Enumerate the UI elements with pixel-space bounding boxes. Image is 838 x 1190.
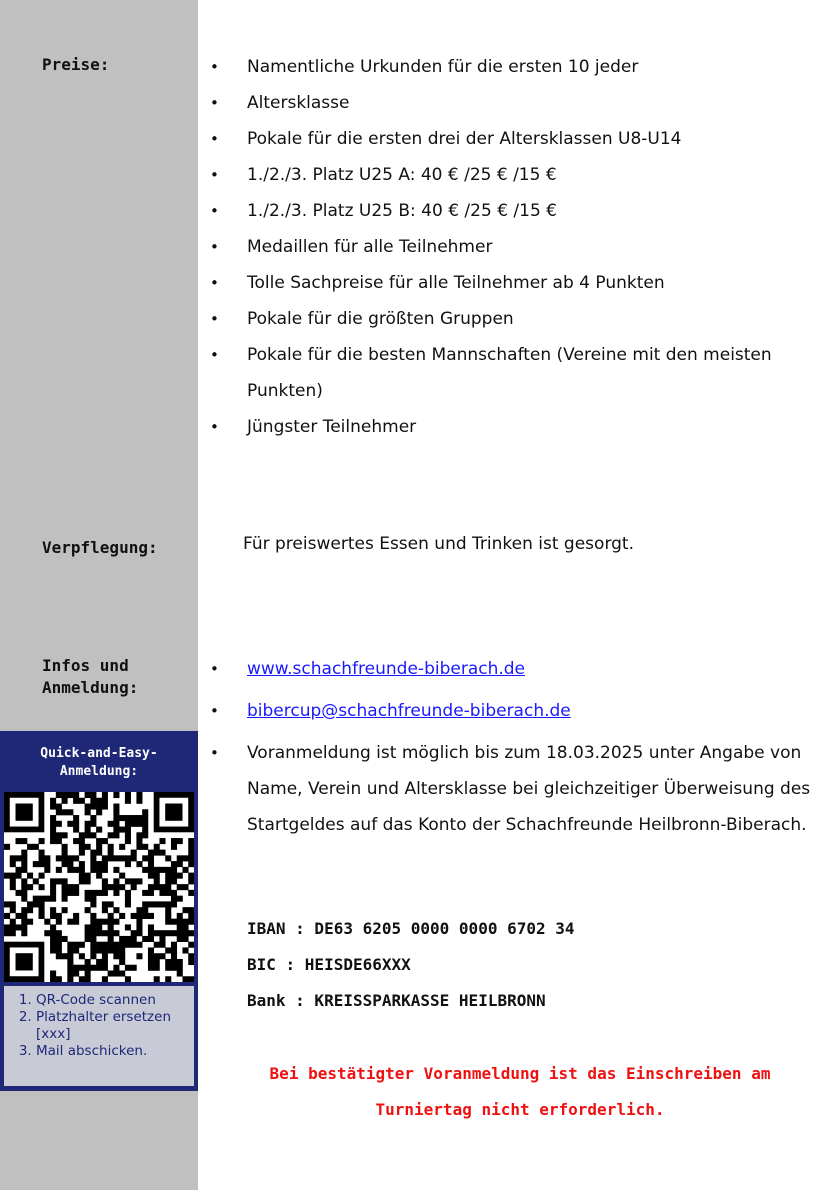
- infos-label: [42, 655, 138, 699]
- registration-item: • Voranmeldung ist möglich bis zum 18.03.2025 unter Angabe von Name, Verein und Altersklasse bei gleichzeitiger Überweisung des Startgeldes auf das Konto der Schachfreunde Heilbronn-Biberach.: [208, 735, 826, 843]
- list-item: • Pokale für die ersten drei der Altersklassen U8-U14: [208, 121, 826, 157]
- qr-title: [0, 745, 198, 781]
- qr-step: 1. QR-Code scannen: [36, 992, 194, 1009]
- verpflegung-label: Verpflegung:: [42, 538, 158, 557]
- qr-step: 2. Platzhalter ersetzen [xxx]: [36, 1009, 194, 1043]
- qr-code-icon[interactable]: [4, 792, 194, 982]
- list-item: • Pokale für die besten Mannschaften (Vereine mit den meisten Punkten): [208, 337, 826, 409]
- preise-list-container: [208, 49, 826, 445]
- registration-note: Bei bestätigter Voranmeldung ist das Einschreiben am Turniertag nicht erforderlich.: [269, 1064, 771, 1119]
- infos-label-line1: Infos und: [42, 656, 129, 675]
- bank-name: Bank : KREISSPARKASSE HEILBRONN: [247, 991, 546, 1010]
- website-item: [208, 651, 826, 687]
- list-item: • Tolle Sachpreise für alle Teilnehmer ab 4 Punkten: [208, 265, 826, 301]
- preise-label: Preise:: [42, 55, 110, 74]
- list-item: • Altersklasse: [208, 85, 826, 121]
- bank-iban: IBAN : DE63 6205 0000 0000 6702 34: [247, 919, 575, 938]
- qr-steps: [4, 986, 194, 1086]
- qr-code-graphic: [4, 792, 194, 982]
- qr-step: 3. Mail abschicken.: [36, 1043, 194, 1060]
- list-item: • Namentliche Urkunden für die ersten 10 jeder: [208, 49, 826, 85]
- infos-label-line2: Anmeldung:: [42, 678, 139, 697]
- qr-steps-list: [4, 986, 194, 1060]
- email-item: [208, 693, 826, 729]
- list-item: • 1./2./3. Platz U25 A: 40 € /25 € /15 €: [208, 157, 826, 193]
- verpflegung-text: Für preiswertes Essen und Trinken ist gesorgt.: [243, 534, 634, 554]
- website-link[interactable]: www.schachfreunde-biberach.de: [247, 659, 526, 679]
- list-item: • Medaillen für alle Teilnehmer: [208, 229, 826, 265]
- preise-list: [208, 49, 826, 445]
- list-item: • 1./2./3. Platz U25 B: 40 € /25 € /15 €: [208, 193, 826, 229]
- email-link[interactable]: bibercup@schachfreunde-biberach.de: [247, 701, 571, 721]
- qr-title-line1: Quick-and-Easy-: [40, 746, 158, 761]
- qr-title-line2: Anmeldung:: [59, 764, 139, 779]
- infos-list-container: [208, 651, 826, 843]
- list-item: • Pokale für die größten Gruppen: [208, 301, 826, 337]
- list-item: • Jüngster Teilnehmer: [208, 409, 826, 445]
- qr-box: [0, 731, 198, 1091]
- bank-bic: BIC : HEISDE66XXX: [247, 955, 411, 974]
- infos-list: [208, 651, 826, 843]
